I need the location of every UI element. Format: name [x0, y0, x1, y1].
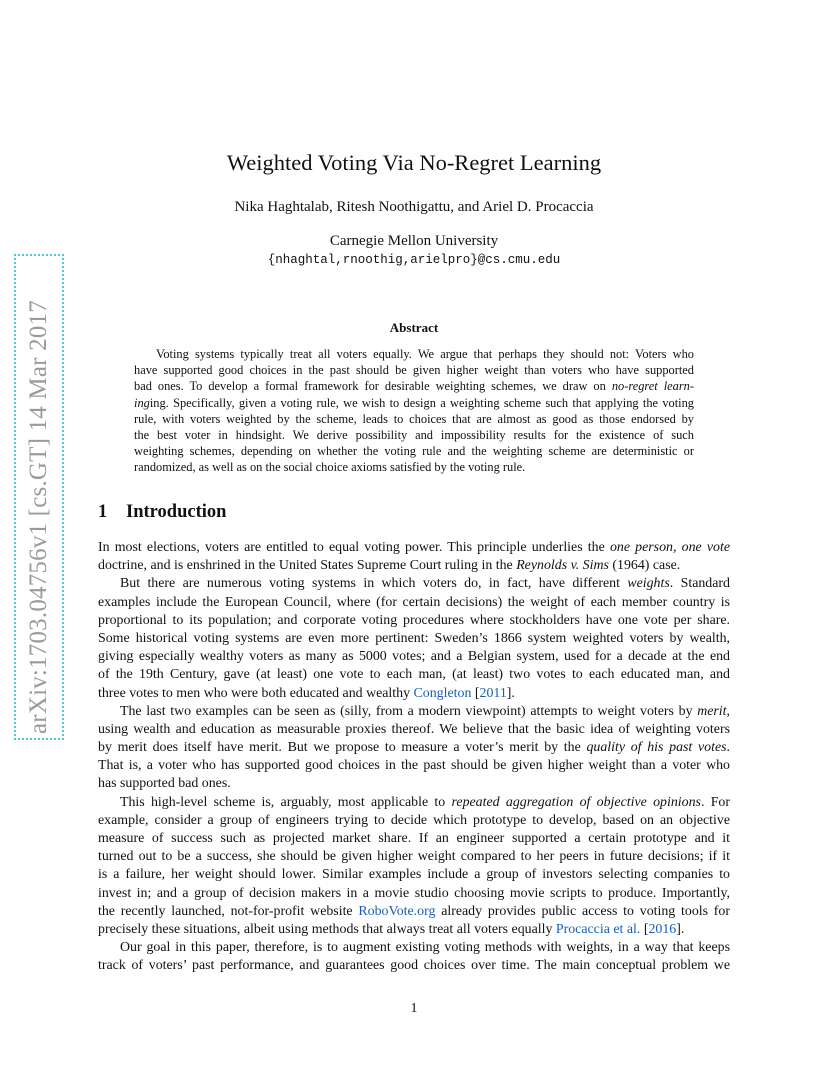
abstract-line: the best voter in hindsight. We derive possibility and impossibility results for the existence of such [134, 427, 694, 442]
body-line: has supported bad ones. [98, 776, 231, 792]
body-line: Some historical voting systems are even more pertinent: Sweden’s 1866 system weighted voters by wealth, [98, 630, 730, 646]
body-line: by merit does itself have merit. But we propose to measure a voter’s merit by the quality of his past votes. [98, 740, 730, 756]
body-line: measure of success such as projected market share. If an engineer supported a certain prototype and it [98, 831, 730, 846]
body-line: That is, a voter who has supported good choices in the past should be given higher weight than a voter who [98, 758, 730, 774]
emphasis: quality of his past votes [586, 740, 727, 756]
body-line: three votes to men who were both educated and wealthy Congleton [2011]. [98, 685, 515, 701]
page-number: 1 [410, 1001, 418, 1016]
emphasis: repeated aggregation of objective opinions [451, 794, 701, 810]
body-line: invest in; and a group of decision makers in a movie studio choosing movie scripts to produce. Importantly, [98, 885, 730, 901]
citation-year-link[interactable]: 2016 [648, 921, 677, 937]
body-text [98, 539, 730, 976]
citation-link[interactable]: Procaccia et al. [555, 921, 641, 937]
body-line: using wealth and education as measurable proxies thereof. We believe that the basic idea of weighting voters [98, 721, 730, 737]
emphasis: Reynolds v. Sims [516, 558, 609, 574]
paper-title: Weighted Voting Via No-Regret Learning [226, 150, 602, 175]
abstract-line: randomized, as well as on the social choice axioms satisfied by the voting rule. [134, 460, 526, 475]
abstract-line: inging. Specifically, given a voting rule, we wish to design a weighting scheme such that applying the voting [134, 395, 694, 410]
affiliation: Carnegie Mellon University [329, 233, 499, 249]
abstract-text [134, 346, 694, 476]
body-line: Our goal in this paper, therefore, is to augment existing voting methods with weights, in a way that keeps [120, 940, 730, 956]
body-line: proportional to its population; and corporate voting procedures where stockholders have one vote per share. [98, 612, 730, 628]
abstract-line: weighting schemes, depending on whether the voting rule and the weighting scheme are deterministic or [134, 444, 694, 459]
abstract-line: rule, with voters weighted by the scheme, leads to choices that are almost as good as those endorsed by [134, 411, 694, 426]
emphasis: one person, one vote [609, 540, 730, 555]
emphasis: merit [697, 703, 727, 719]
body-line: turned out to be a success, she should be given higher weight compared to her peers in future decisions; if it [98, 849, 730, 865]
body-line: This high-level scheme is, arguably, most applicable to repeated aggregation of objective opinions. For [120, 794, 730, 810]
body-line: the recently launched, not-for-profit website RoboVote.org already provides public access to voting tools for [98, 903, 731, 919]
section-number: 1 [98, 502, 108, 522]
abstract-line: have supported good choices in the past should be given higher weight than voters who have supported [134, 363, 694, 378]
emphasis: weights [627, 576, 670, 592]
emphasis: ing [134, 395, 150, 410]
author-emails: {nhaghtal,rnoothig,arielpro}@cs.cmu.edu [267, 253, 561, 267]
emphasis: no-regret learn- [611, 379, 694, 394]
body-line: But there are numerous voting systems in which voters do, in fact, have different weights. Standard [120, 576, 730, 592]
body-line: doctrine, and is enshrined in the United States Supreme Court ruling in the Reynolds v. Sims (1964) case. [98, 558, 681, 574]
robovote-link[interactable]: RoboVote.org [358, 903, 436, 919]
section-heading [98, 502, 226, 523]
body-line: examples include the European Council, where (for certain decisions) the weight of each member country is [98, 594, 730, 610]
body-line: The last two examples can be seen as (silly, from a modern viewpoint) attempts to weight voters by merit, [120, 703, 730, 719]
body-line: of the 19th Century, gave (at least) one vote to each man, (at least) two votes to each educated man, and [98, 667, 730, 683]
body-line: In most elections, voters are entitled to equal voting power. This principle underlies the one person, one vote [98, 540, 730, 555]
body-line: giving especially wealthy voters as many as 5000 votes; and a Belgian system, used for a decade at the end [98, 649, 730, 665]
body-line: track of voters’ past performance, and guarantees good choices over time. The main conceptual problem we [98, 958, 730, 974]
body-line: is a failure, her weight should lower. Similar examples include a group of investors selecting companies to [98, 867, 730, 883]
section-title: Introduction [126, 502, 227, 522]
abstract-line: bad ones. To develop a formal framework for desirable weighting schemes, we draw on no-regret learn- [134, 379, 694, 394]
body-line: precisely these situations, albeit using methods that always treat all voters equally Procaccia et al. [2016]. [98, 921, 685, 937]
citation-year-link[interactable]: 2011 [479, 685, 507, 701]
paper-authors: Nika Haghtalab, Ritesh Noothigattu, and Ariel D. Procaccia [234, 199, 594, 215]
abstract-heading: Abstract [389, 320, 439, 335]
arxiv-stamp: arXiv:1703.04756v1 [cs.GT] 14 Mar 2017 [25, 300, 52, 734]
abstract-line: Voting systems typically treat all voters equally. We argue that perhaps they should not: Voters who [156, 347, 694, 361]
citation-link[interactable]: Congleton [413, 685, 472, 701]
body-line: example, consider a group of engineers trying to decide which prototype to develop, based on an objective [98, 812, 730, 828]
